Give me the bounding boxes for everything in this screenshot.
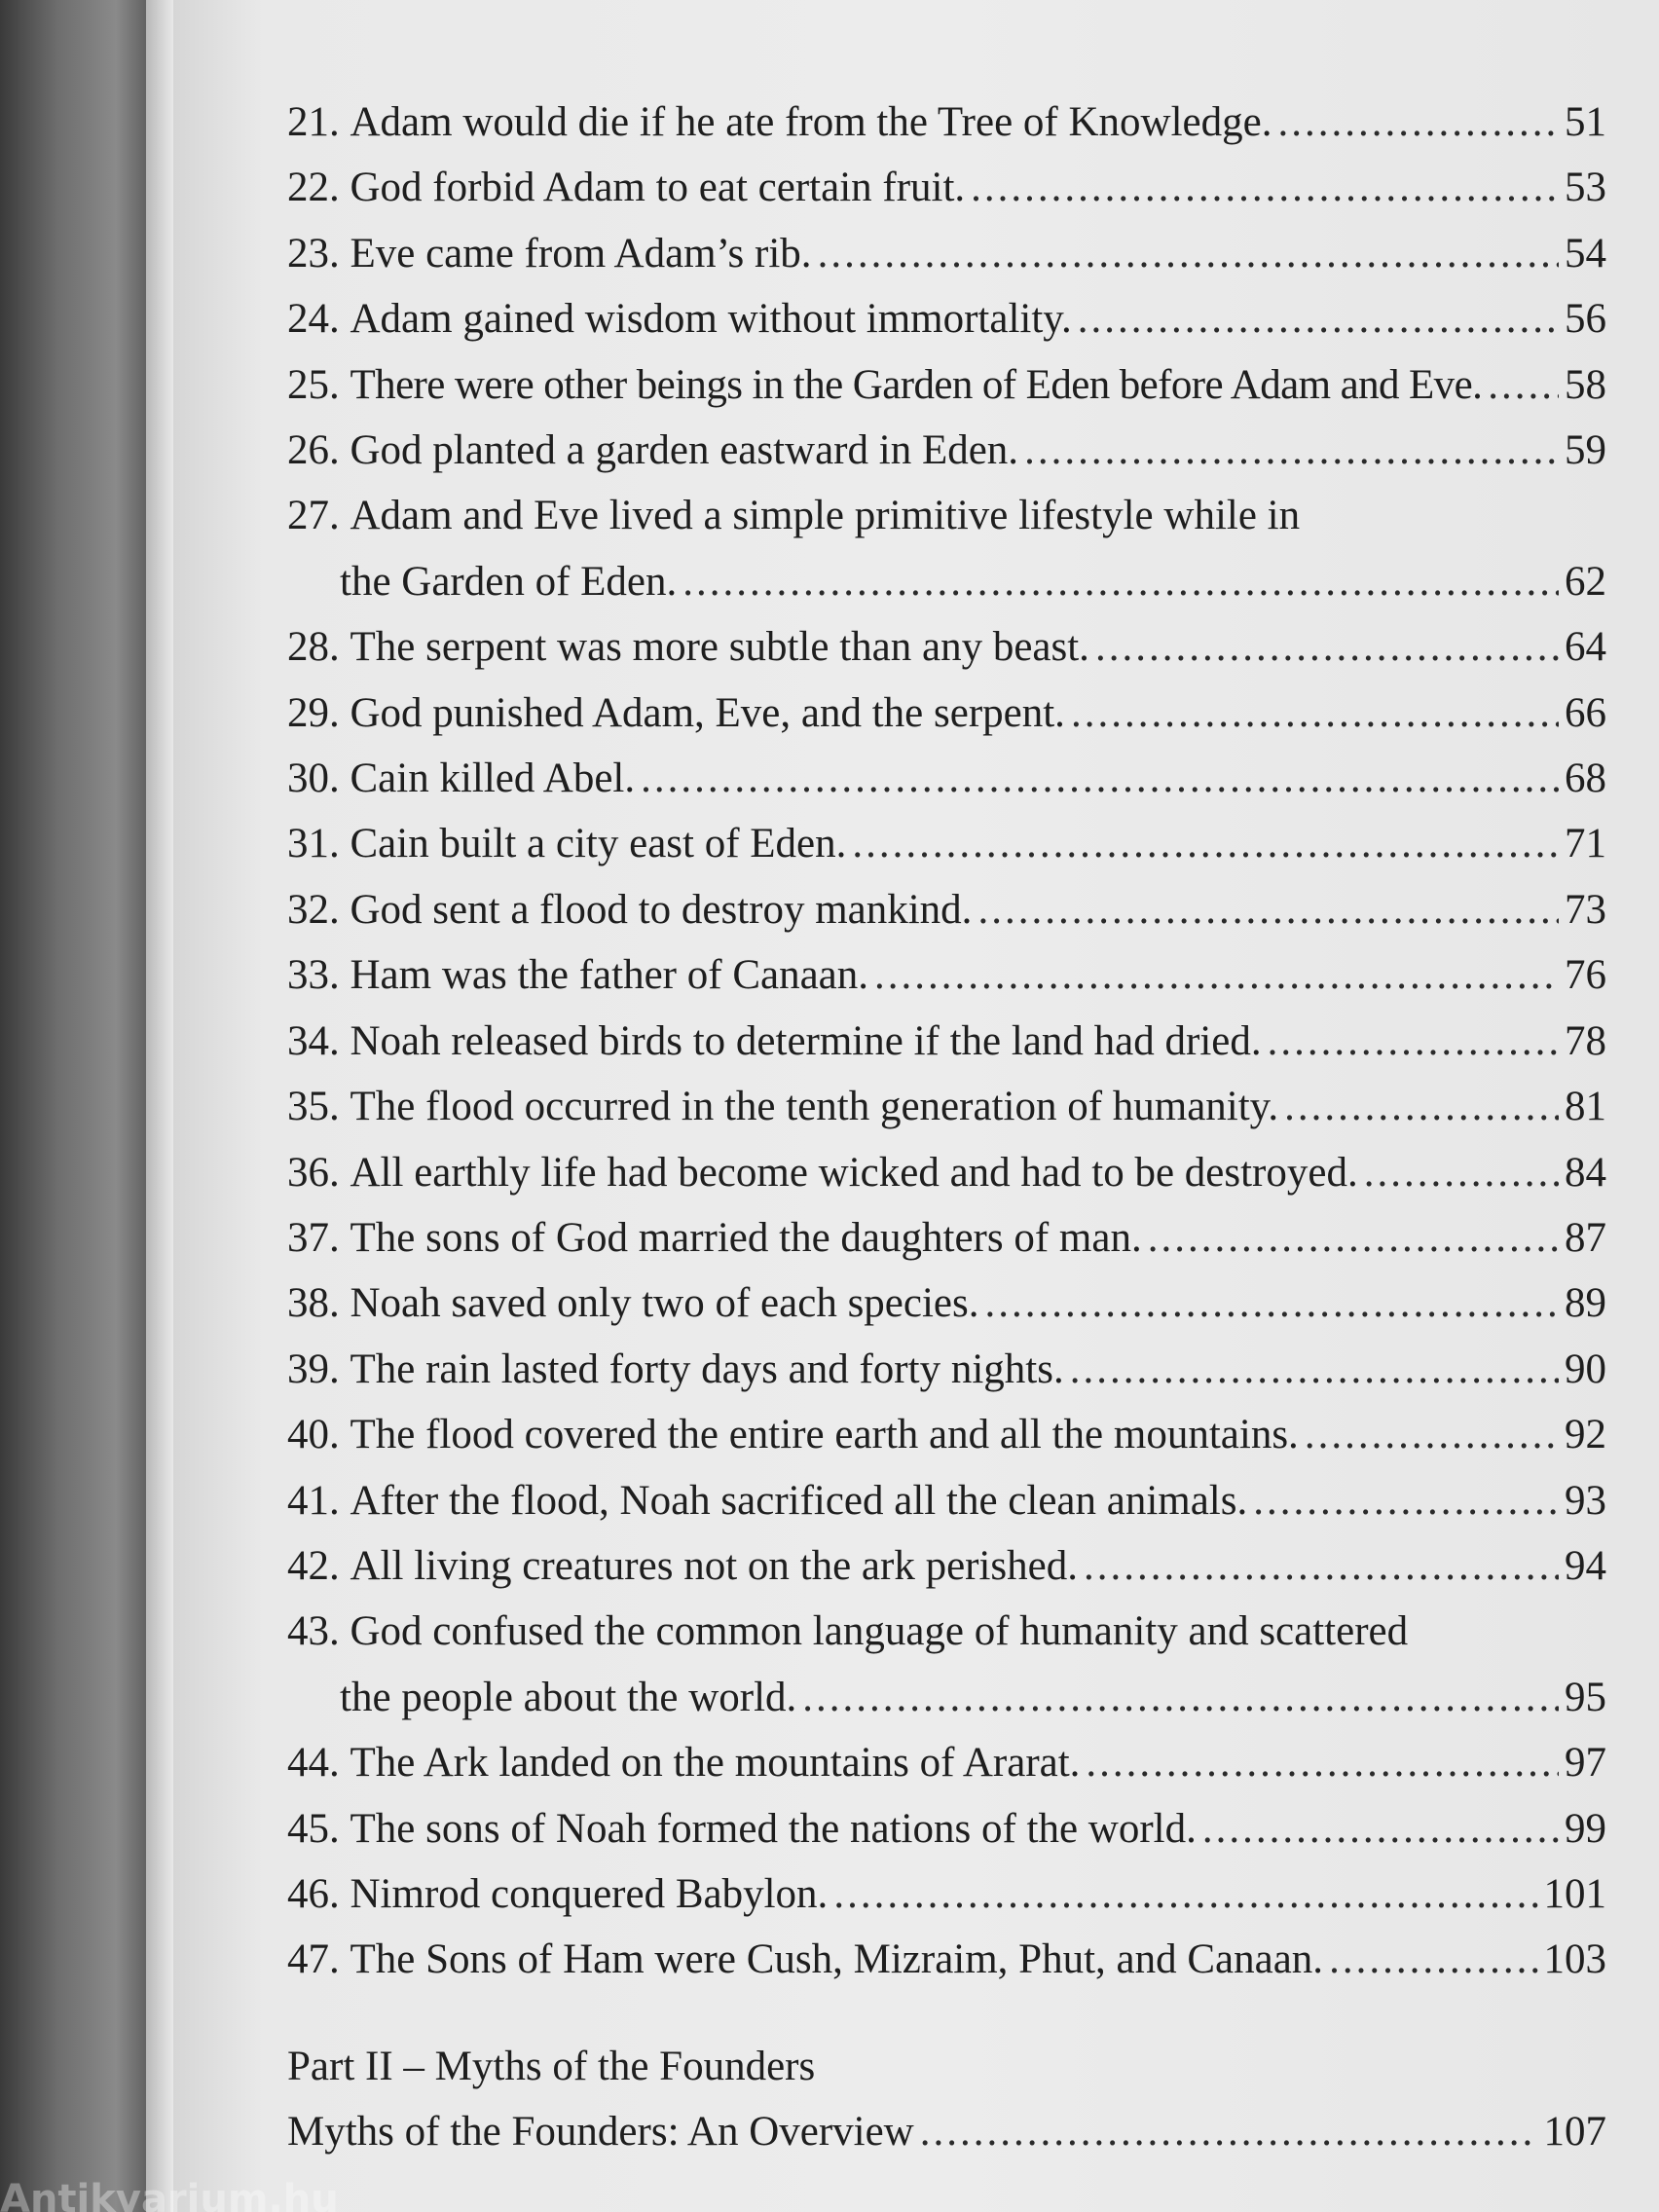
entry-page: 97 (1565, 1740, 1606, 1787)
dot-leader (802, 1665, 1559, 1730)
dot-leader (833, 1862, 1537, 1927)
entry-page: 81 (1565, 1084, 1606, 1130)
entry-page: 103 (1543, 1936, 1606, 1983)
toc-entry (287, 1796, 1606, 1862)
entry-title: After the flood, Noah sacrificed all the clean animals. (350, 1477, 1248, 1524)
entry-page: 89 (1565, 1280, 1606, 1327)
toc-entry (287, 90, 1606, 155)
dot-leader (971, 155, 1559, 220)
entry-page: 99 (1565, 1805, 1606, 1852)
entry-title: The sons of God married the daughters of man. (350, 1214, 1142, 1261)
entry-number: 39. (287, 1346, 340, 1392)
entry-number: 42. (287, 1542, 340, 1589)
dot-leader (641, 746, 1559, 811)
entry-title: The Ark landed on the mountains of Ararat. (350, 1740, 1081, 1787)
entry-page: 62 (1565, 558, 1606, 605)
entry-page: 76 (1565, 952, 1606, 999)
toc-entry (287, 1271, 1606, 1336)
toc-entry (287, 614, 1606, 680)
entry-title: There were other beings in the Garden of Eden before Adam and Eve. (350, 361, 1483, 408)
entry-number: 22. (287, 165, 340, 211)
dot-leader (682, 549, 1559, 614)
toc-entry-multiline (287, 1599, 1606, 1730)
entry-page: 93 (1565, 1477, 1606, 1524)
entry-page: 51 (1565, 99, 1606, 145)
entry-title: All earthly life had become wicked and had to be destroyed. (350, 1149, 1358, 1196)
dot-leader (977, 877, 1559, 942)
dot-leader (1268, 1009, 1559, 1074)
toc-entry-multiline (287, 483, 1606, 614)
dot-leader (1202, 1796, 1559, 1862)
entry-number: 41. (287, 1477, 340, 1524)
toc-entry (287, 1533, 1606, 1599)
entry-page: 107 (1543, 2109, 1606, 2156)
entry-title: Adam would die if he ate from the Tree of Knowledge. (350, 99, 1272, 145)
entry-title: All living creatures not on the ark perished. (350, 1542, 1079, 1589)
entry-title-continued: the people about the world. (340, 1674, 797, 1720)
entry-page: 101 (1543, 1870, 1606, 1917)
entry-title: The rain lasted forty days and forty nights. (350, 1346, 1064, 1392)
dot-leader (1364, 1140, 1559, 1205)
entry-number: 24. (287, 296, 340, 343)
dot-leader (1084, 1533, 1559, 1599)
toc-entry (287, 1730, 1606, 1795)
table-of-contents (287, 90, 1606, 2165)
entry-page: 87 (1565, 1214, 1606, 1261)
entry-page: 95 (1565, 1674, 1606, 1720)
entry-number: 33. (287, 952, 340, 999)
entry-title: Ham was the father of Canaan. (350, 952, 869, 999)
dot-leader (1070, 1337, 1559, 1402)
entry-page: 90 (1565, 1346, 1606, 1392)
entry-first-line (287, 1599, 1606, 1664)
dot-leader (874, 942, 1559, 1008)
entry-number: 34. (287, 1017, 340, 1064)
entry-number: 35. (287, 1084, 340, 1130)
entry-title: Adam gained wisdom without immortality. (350, 296, 1072, 343)
toc-entry (287, 1205, 1606, 1271)
dot-leader (1086, 1730, 1559, 1795)
entry-first-line (287, 483, 1606, 548)
part-heading: Part II – Myths of the Founders (287, 2043, 816, 2089)
toc-entry (287, 877, 1606, 942)
entry-title: Myths of the Founders: An Overview (287, 2109, 914, 2156)
toc-entry (287, 1337, 1606, 1402)
toc-entry (287, 942, 1606, 1008)
entry-number: 25. (287, 361, 340, 408)
entry-continuation (287, 1665, 1606, 1730)
toc-entry (287, 1074, 1606, 1139)
entry-page: 71 (1565, 821, 1606, 867)
entry-page: 84 (1565, 1149, 1606, 1196)
toc-entry (287, 811, 1606, 876)
section-gap (287, 1993, 1606, 2034)
dot-leader (1071, 681, 1559, 746)
toc-entry (287, 1402, 1606, 1467)
entry-number: 21. (287, 99, 340, 145)
entry-number: 23. (287, 230, 340, 276)
page-edge (146, 0, 173, 2212)
entry-number: 38. (287, 1280, 340, 1327)
entry-page: 68 (1565, 756, 1606, 802)
entry-number: 28. (287, 624, 340, 671)
toc-entry (287, 1468, 1606, 1533)
entry-title: Noah saved only two of each species. (350, 1280, 979, 1327)
dot-leader (1095, 614, 1559, 680)
dot-leader (1024, 418, 1559, 483)
entry-number: 45. (287, 1805, 340, 1852)
entry-number: 30. (287, 756, 340, 802)
toc-entry (287, 1862, 1606, 1927)
toc-entry (287, 155, 1606, 220)
entry-page: 53 (1565, 165, 1606, 211)
entry-number: 47. (287, 1936, 340, 1983)
entry-page: 59 (1565, 427, 1606, 474)
entry-title: God sent a flood to destroy mankind. (350, 886, 973, 933)
entry-title: Cain built a city east of Eden. (350, 821, 847, 867)
entry-number: 37. (287, 1214, 340, 1261)
entry-title: God forbid Adam to eat certain fruit. (350, 165, 966, 211)
entry-number: 29. (287, 689, 340, 736)
dot-leader (920, 2099, 1538, 2164)
entry-page: 73 (1565, 886, 1606, 933)
toc-entry (287, 286, 1606, 351)
toc-entry (287, 1009, 1606, 1074)
entry-title: God punished Adam, Eve, and the serpent. (350, 689, 1065, 736)
dot-leader (818, 221, 1559, 286)
entry-title: The Sons of Ham were Cush, Mizraim, Phut, and Canaan. (350, 1936, 1324, 1983)
dot-leader (1253, 1468, 1559, 1533)
book-binding (0, 0, 166, 2212)
dot-leader (1284, 1074, 1559, 1139)
entry-page: 56 (1565, 296, 1606, 343)
entry-number: 31. (287, 821, 340, 867)
entry-page: 64 (1565, 624, 1606, 671)
entry-page: 92 (1565, 1412, 1606, 1458)
entry-page: 54 (1565, 230, 1606, 276)
dot-leader (1078, 286, 1559, 351)
toc-entry (287, 746, 1606, 811)
entry-title: The flood covered the entire earth and all the mountains. (350, 1412, 1299, 1458)
toc-entry (287, 681, 1606, 746)
entry-title: Nimrod conquered Babylon. (350, 1870, 829, 1917)
entry-title: The flood occurred in the tenth generation of humanity. (350, 1084, 1279, 1130)
entry-number: 32. (287, 886, 340, 933)
entry-continuation (287, 549, 1606, 614)
entry-number: 46. (287, 1870, 340, 1917)
entry-number: 40. (287, 1412, 340, 1458)
dot-leader (1305, 1402, 1559, 1467)
entry-number: 27. (287, 493, 340, 539)
entry-page: 66 (1565, 689, 1606, 736)
dot-leader (852, 811, 1559, 876)
entry-title: The serpent was more subtle than any beast. (350, 624, 1089, 671)
toc-entry (287, 221, 1606, 286)
entry-number: 36. (287, 1149, 340, 1196)
entry-page: 78 (1565, 1017, 1606, 1064)
entry-title: Adam and Eve lived a simple primitive lifestyle while in (350, 493, 1301, 539)
toc-entry (287, 1140, 1606, 1205)
toc-entry (287, 418, 1606, 483)
entry-number: 44. (287, 1740, 340, 1787)
toc-entry (287, 352, 1606, 418)
dot-leader (985, 1271, 1560, 1336)
entry-number: 43. (287, 1608, 340, 1655)
dot-leader (1148, 1205, 1559, 1271)
toc-entry (287, 1927, 1606, 1992)
entry-title: Cain killed Abel. (350, 756, 636, 802)
entry-page: 94 (1565, 1542, 1606, 1589)
entry-title: Eve came from Adam’s rib. (350, 230, 812, 276)
entry-title: The sons of Noah formed the nations of the world. (350, 1805, 1197, 1852)
entry-page: 58 (1565, 361, 1606, 408)
dot-leader (1488, 352, 1559, 418)
toc-entry (287, 2099, 1606, 2164)
entry-title: God confused the common language of humanity and scattered (350, 1608, 1409, 1655)
dot-leader (1329, 1927, 1537, 1992)
entry-number: 26. (287, 427, 340, 474)
entry-title-continued: the Garden of Eden. (340, 558, 678, 605)
entry-title: God planted a garden eastward in Eden. (350, 427, 1019, 474)
entry-title: Noah released birds to determine if the land had dried. (350, 1017, 1262, 1064)
dot-leader (1277, 90, 1559, 155)
watermark: Antikvarium.hu (0, 2177, 339, 2212)
